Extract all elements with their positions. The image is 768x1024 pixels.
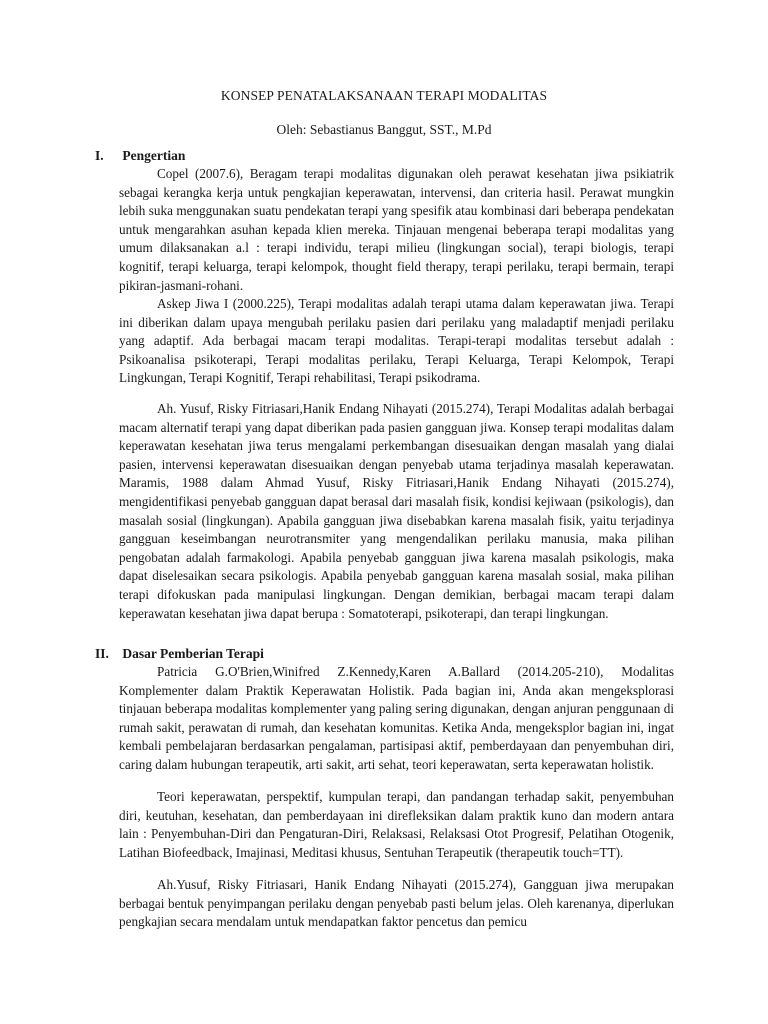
paragraph: Ah. Yusuf, Risky Fitriasari,Hanik Endang Nihayati (2015.274), Terapi Modalitas adalah berbagai macam alternatif terapi yang dapat diberikan pada pasien gangguan jiwa. Konsep terapi modalitas dalam keperawatan kesehatan jiwa terus mengalami perkembangan disesuaikan dengan masalah yang dialai pasien, intervensi keperawatan disesuaikan dengan penyebab utama terjadinya masalah keperawatan. Maramis, 1988 dalam Ahmad Yusuf, Risky Fitriasari,Hanik Endang Nihayati (2015.274), mengidentifikasi penyebab gangguan dapat berasal dari masalah fisik, kondisi kejiwaan (psikologis), dan masalah sosial (lingkungan). Apabila gangguan jiwa disebabkan karena masalah fisik, yaitu terjadinya gangguan keseimbangan neurotransmiter yang mengendalikan perilaku manusia, maka pilihan pengobatan adalah farmakologi. Apabila penyebab gangguan jiwa karena masalah psikologis, maka dapat diselesaikan secara psikologis. Apabila penyebab gangguan karena masalah sosial, maka pilihan terapi difokuskan pada manipulasi lingkungan. Dengan demikian, berbagai macam terapi dalam keperawatan kesehatan jiwa dapat berupa : Somatoterapi, psikoterapi, dan terapi lingkungan. xyxy=(119,401,674,621)
section-number: I. xyxy=(95,148,104,163)
section-number: II. xyxy=(95,646,109,661)
document-author: Oleh: Sebastianus Banggut, SST., M.Pd xyxy=(276,122,492,137)
section-title: Dasar Pemberian Terapi xyxy=(122,646,264,661)
document-title: KONSEP PENATALAKSANAAN TERAPI MODALITAS xyxy=(220,88,548,103)
section-title: Pengertian xyxy=(122,148,186,163)
section-heading xyxy=(95,148,185,164)
paragraph: Askep Jiwa I (2000.225), Terapi modalitas adalah terapi utama dalam keperawatan jiwa. Terapi ini diberikan dalam upaya mengubah perilaku pasien dari perilaku yang maladaptif menjadi perilaku yang adaptif. Ada berbagai macam terapi modalitas. Terapi-terapi modalitas tersebut adalah : Psikoanalisa psikoterapi, Terapi modalitas perilaku, Terapi Keluarga, Terapi Kelompok, Terapi Lingkungan, Terapi Kognitif, Terapi rehabilitasi, Terapi psikodrama. xyxy=(119,296,674,386)
paragraph: Ah.Yusuf, Risky Fitriasari, Hanik Endang Nihayati (2015.274), Gangguan jiwa merupakan berbagai bentuk penyimpangan perilaku dengan penyebab pasti belum jelas. Oleh karenanya, diperlukan pengkajian secara mendalam untuk mendapatkan faktor pencetus dan pemicu xyxy=(119,877,674,930)
paragraph: Patricia G.O'Brien,Winifred Z.Kennedy,Karen A.Ballard (2014.205-210), Modalitas Komplementer dalam Praktik Keperawatan Holistik. Pada bagian ini, Anda akan mengeksplorasi tinjauan beberapa modalitas komplementer yang paling sering digunakan, dengan anjuran penggunaan di rumah sakit, perawatan di rumah, dan kesehatan komunitas. Ketika Anda, mengeksplor bagian ini, ingat kembali pembelajaran berdasarkan pengalaman, partisipasi aktif, pemberdayaan dan penyembuhan diri, caring dalam hubungan terapeutik, arti sakit, arti sehat, teori keperawatan, serta keperawatan holistik. xyxy=(119,664,674,772)
paragraph: Copel (2007.6), Beragam terapi modalitas digunakan oleh perawat kesehatan jiwa psikiatrik sebagai kerangka kerja untuk pengkajian keperawatan, intervensi, dan criteria hasil. Perawat mungkin lebih suka menggunakan suatu pendekatan terapi yang spesifik atau kombinasi dari beberapa pendekatan untuk mengarahkan asuhan kepada klien mereka. Tinjauan mengenai beberapa terapi modalitas yang umum dilaksanakan a.l : terapi individu, terapi milieu (lingkungan social), terapi biologis, terapi kognitif, terapi keluarga, terapi kelompok, thought field therapy, terapi perilaku, terapi bermain, terapi pikiran-jasmani-rohani. xyxy=(119,166,674,293)
section-heading xyxy=(95,646,264,662)
paragraph: Teori keperawatan, perspektif, kumpulan terapi, dan pandangan terhadap sakit, penyembuhan diri, keutuhan, kesehatan, dan pemberdayaan ini direfleksikan dalam praktik kuno dan modern antara lain : Penyembuhan-Diri dan Pengaturan-Diri, Relaksasi, Relaksasi Otot Progresif, Pelatihan Otogenik, Latihan Biofeedback, Imajinasi, Meditasi khusus, Sentuhan Terapeutik (therapeutik touch=TT). xyxy=(119,789,674,860)
